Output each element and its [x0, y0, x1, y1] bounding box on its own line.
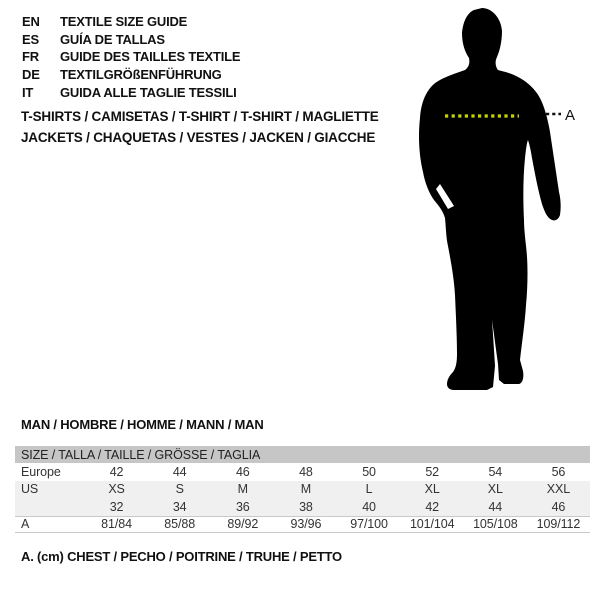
language-row-en [22, 13, 240, 31]
size-cell: 38 [299, 499, 313, 514]
category-heading [21, 107, 379, 148]
size-cell: 50 [362, 464, 376, 479]
row-label: Europe [21, 464, 61, 479]
language-row-it [22, 83, 240, 101]
size-cell: 46 [551, 499, 566, 514]
language-row-de [22, 66, 240, 84]
size-cell: 81/84 [101, 517, 132, 532]
size-cell: 40 [362, 499, 376, 514]
size-cell: 105/108 [473, 517, 518, 532]
size-cell: L [365, 482, 373, 497]
size-cell: 85/88 [164, 517, 196, 532]
size-cell: 56 [551, 464, 566, 479]
size-cell: 32 [109, 499, 124, 514]
size-cell: 48 [299, 464, 313, 479]
size-cell: XXL [546, 482, 571, 497]
table-row-europe [15, 463, 590, 481]
language-list [22, 13, 240, 101]
language-code: EN [22, 14, 40, 30]
language-code: FR [22, 49, 39, 65]
size-cell: 101/104 [409, 517, 455, 532]
table-row-chest-a [15, 516, 590, 534]
size-cell: 36 [235, 499, 250, 514]
language-row-fr [22, 48, 240, 66]
size-cell: 42 [425, 499, 440, 514]
man-silhouette [419, 8, 561, 390]
size-cell: 46 [235, 464, 250, 479]
size-cell: 89/92 [227, 517, 259, 532]
language-title: TEXTILE SIZE GUIDE [60, 14, 188, 30]
size-cell: 34 [172, 499, 187, 514]
size-cell: XL [487, 482, 503, 497]
size-table [15, 446, 590, 533]
language-code: DE [22, 67, 40, 83]
size-cell: S [175, 482, 184, 497]
language-code: IT [22, 84, 34, 100]
size-cell: 109/112 [536, 517, 581, 532]
size-cell: 44 [488, 499, 503, 514]
chest-measure-footnote: A. (cm) CHEST / PECHO / POITRINE / TRUHE / PETTO [21, 549, 342, 564]
size-cell: XS [108, 482, 125, 497]
size-cell: 97/100 [350, 517, 388, 532]
size-cell: M [300, 482, 312, 497]
language-code: ES [22, 31, 39, 47]
language-title: GUIDA ALLE TAGLIE TESSILI [60, 84, 237, 100]
man-silhouette-figure [390, 0, 600, 400]
category-line-jackets: JACKETS / CHAQUETAS / VESTES / JACKEN / GIACCHE [21, 129, 376, 145]
size-cell: 52 [425, 464, 440, 479]
language-row-es [22, 31, 240, 49]
row-label: A [21, 517, 30, 532]
size-cell: 42 [109, 464, 124, 479]
language-title: GUÍA DE TALLAS [60, 31, 165, 47]
language-title: TEXTILGRÖßENFÜHRUNG [60, 67, 222, 83]
section-title-man: MAN / HOMBRE / HOMME / MANN / MAN [21, 417, 264, 432]
size-cell: 93/96 [290, 517, 322, 532]
language-title: GUIDE DES TAILLES TEXTILE [60, 49, 241, 65]
size-cell: XL [424, 482, 440, 497]
table-row-numeric [15, 498, 590, 516]
row-label: US [21, 482, 39, 497]
category-line-tshirts: T-SHIRTS / CAMISETAS / T-SHIRT / T-SHIRT / MAGLIETTE [21, 109, 379, 124]
size-cell: M [237, 482, 248, 497]
table-row-us [15, 481, 590, 499]
measure-label-a: A [565, 107, 576, 124]
size-cell: 44 [172, 464, 187, 479]
size-cell: 54 [488, 464, 503, 479]
size-table-header: SIZE / TALLA / TAILLE / GRÖSSE / TAGLIA [15, 446, 590, 463]
